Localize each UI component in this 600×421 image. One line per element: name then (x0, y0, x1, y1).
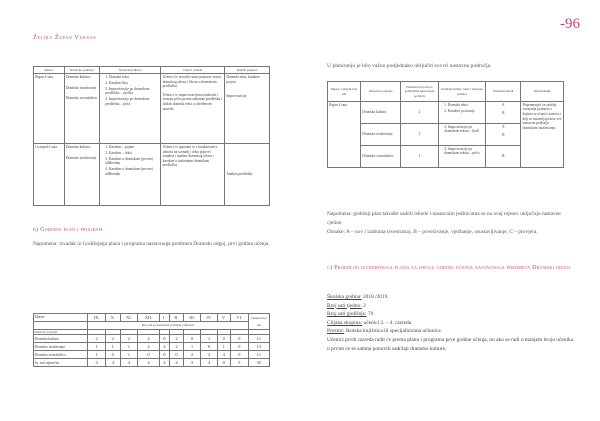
hours-value: 0 (138, 351, 159, 359)
page-number: -96 (560, 16, 580, 32)
yearly-plan-table (327, 81, 564, 168)
detail-line (327, 302, 577, 311)
hours-value: 0 (230, 343, 248, 351)
goals-cell (161, 74, 225, 144)
unit-cell (438, 124, 485, 146)
table-header: Mjesec (34, 67, 65, 74)
table-header: Mjesec i ukupni broj sati (328, 82, 361, 102)
goal-text: Učenici će improvizacijom izražavati i stvarati priču prema zadanom predlošku i slušati dramski tekst u određenom razredu. (162, 92, 223, 111)
hours-value: 2 (120, 335, 138, 343)
note-text: Napomena: godišnji plan također sadrži ishode i nastavnim jedinicama se na ovaj mjesec uključuju nastavne cjeline. (327, 211, 561, 226)
area-header: Nastavno područje (34, 330, 88, 335)
section-c-title: c) Prijedlog izvedbenoga plana za drugu godinu učenja nastavnoga predmeta Dramski odgoj (327, 265, 571, 271)
intro-text: U planiranju je bilo važno podjednako uključiti sva tri nastavna područja. (327, 63, 492, 69)
outcome-label: B (502, 111, 505, 116)
area-label: Dramska kultura (65, 74, 90, 79)
month-header: VI. (230, 314, 248, 322)
hours-value: 2 (183, 351, 200, 359)
detail-value: učenici 2. – 4. razreda (363, 319, 412, 326)
unit-cell (438, 102, 485, 124)
hours-value: 2 (170, 343, 184, 351)
plan-details (327, 293, 577, 353)
table-row (34, 335, 270, 343)
month-header: IV. (201, 314, 218, 322)
area-cell: Dramska kultura (361, 102, 401, 124)
hours-value: 0 (159, 351, 169, 359)
hours-value: 1 (183, 343, 200, 351)
list-item: 2. Karakter lika (105, 80, 128, 85)
detail-value: 2018./2019. (362, 294, 389, 300)
list-item: 4. Improvizacije po dramskom predlošku – priča (105, 96, 150, 106)
detail-line (327, 310, 577, 319)
list-item: 3. Improvizacije po dramskom predlošku – riječka (105, 86, 150, 96)
hours-value: 0 (106, 351, 120, 359)
detail-label: Ciljana skupina: (327, 319, 363, 326)
goal-text: Učenici će izvoditi razne pojmove teatra dramskog teksta i likova u dramskom predlošku. (162, 74, 221, 89)
row-label: Dramsko izražavanje (34, 343, 88, 351)
author-name: Željka Župan Vukšan (33, 34, 97, 41)
outcome-cell (486, 146, 521, 168)
hours-value: 4 (120, 359, 138, 367)
hours-cell: 1 (401, 146, 439, 168)
month-header: IX. (88, 314, 106, 322)
month-header: X. (106, 314, 120, 322)
section-b-text: Napomena: izvadak iz Godišnjega plana i programa nastavnoga predmeta Dramski odgoj, prvi godina učenja. (33, 241, 270, 247)
hours-value: 5 (230, 359, 248, 367)
hours-value: 1 (120, 343, 138, 351)
table-header: Nastavna jedinica (100, 67, 161, 74)
month-header: XI. (120, 314, 138, 322)
row-label: Dramsko stvaralaštvo (34, 351, 88, 359)
total-header: Ukupan broj sati (248, 314, 269, 330)
detail-value: školska knjižnica ili specijalizirana učionica (345, 328, 441, 335)
hours-value: 0 (159, 335, 169, 343)
total-value: 35 (248, 359, 269, 367)
area-label: Dramsko stvaralaštvo (65, 96, 98, 101)
detail-value: 70 (367, 311, 374, 318)
detail-label: Školska godina: (327, 294, 362, 300)
concepts-cell (225, 74, 270, 144)
detail-line (327, 327, 577, 336)
outcome-cell (486, 102, 521, 124)
list-item: 2. Karakter poticanja (444, 108, 475, 113)
concept-text: Dramski tekst, karakter pojava (226, 74, 260, 84)
hours-value: 1 (106, 343, 120, 351)
section-b-title: b) Godišnji plan i program (33, 227, 103, 233)
hours-value: 0 (183, 335, 200, 343)
hours-value: 4 (106, 359, 120, 367)
area-label: Dramska kultura (65, 144, 90, 149)
outcome-label: A (501, 102, 505, 107)
table-header-row (34, 314, 270, 322)
hours-value: 2 (138, 343, 159, 351)
table-header-row (328, 82, 564, 102)
table-header: Obrazloženje (521, 82, 564, 102)
table-header: Planirani ishodi (486, 82, 521, 102)
month-header: I. (159, 314, 169, 322)
unit-cell (100, 74, 161, 144)
hours-value: 0 (230, 351, 248, 359)
outcome-label: A (501, 124, 505, 129)
hours-value: 1 (88, 351, 106, 359)
hours-table (33, 313, 270, 367)
hours-value: 2 (106, 335, 120, 343)
hours-value: 2 (159, 343, 169, 351)
area-cell: Dramsko stvaralaštvo (361, 146, 401, 168)
concept-text: Improvizacija (226, 94, 247, 99)
area-cell (64, 144, 99, 206)
detail-line (327, 319, 577, 328)
unit-cell (438, 146, 485, 168)
table-header: Ciljevi i ishodi (161, 67, 225, 74)
outcome-label: B (502, 133, 505, 138)
list-item: 4. Improvizacije po dramskom tekstu – priča (444, 146, 480, 156)
detail-value: 2 (363, 302, 366, 309)
goals-cell (161, 144, 225, 206)
area-label: Dramsko izražavanje (65, 85, 97, 90)
right-page (300, 0, 600, 421)
month-cell: Rujan 4 sata (34, 74, 65, 144)
month-header: III. (183, 314, 200, 322)
list-item: 1. Dramski tekst (105, 74, 129, 79)
hours-value: 1 (88, 343, 106, 351)
detail-line (327, 293, 577, 302)
hours-value: 0 (217, 359, 230, 367)
month-cell: Listopad 4 sata (34, 144, 65, 206)
detail-label: Prostor: (327, 328, 345, 335)
table-subheader: Broj sati po nastavnom području u mjesecu (88, 322, 249, 330)
table-subheader-row (34, 322, 270, 330)
area-cell (64, 74, 99, 144)
table-row (34, 74, 270, 144)
unit-cell (100, 144, 161, 206)
hours-value: 3 (201, 351, 218, 359)
table-row (34, 343, 270, 351)
table-row (34, 359, 270, 367)
hours-value: 0 (230, 335, 248, 343)
table-header: Nastavno područje (361, 82, 401, 102)
hours-value: 3 (183, 359, 200, 367)
monthly-plan-table (33, 66, 270, 206)
outcome-label: B (502, 154, 505, 159)
month-header: V. (217, 314, 230, 322)
concepts-cell (225, 144, 270, 206)
hours-value: 4 (201, 359, 218, 367)
hours-value: 0 (170, 351, 184, 359)
list-item: 1. Dramski tekst (444, 102, 468, 107)
list-item: 3. Improvizacije po dramskom tekstu – ljudi (444, 124, 479, 134)
area-label: Dramsko izražavanje (65, 155, 97, 160)
total-value: 11 (248, 335, 269, 343)
table-header: Planirani broj sati po područjima nastavnoga područja (401, 82, 439, 102)
row-label: Sv. sati mjesečno (34, 359, 88, 367)
table-header: Nastavno područje (64, 67, 99, 74)
list-item: 1. Karakter – pojam (105, 144, 134, 149)
concept-text: Analiza predloška (226, 172, 253, 177)
hours-value: 0 (217, 335, 230, 343)
hours-cell: 2 (401, 102, 439, 124)
month-cell: Rujan 4 sata (328, 102, 361, 168)
legend-text: Oznake: A – nov i izabrana (svestrana), B – povezivanje, vježbanje, usustavljivanje, C – provjera. (327, 229, 538, 235)
hours-value: 4 (138, 359, 159, 367)
month-header: II. (170, 314, 184, 322)
total-value: 11 (248, 351, 269, 359)
table-row (328, 102, 564, 124)
table-row (34, 351, 270, 359)
hours-value: 4 (170, 359, 184, 367)
detail-label: Broj sati godišnje: (327, 311, 367, 318)
table-row (34, 144, 270, 206)
outcome-cell (486, 124, 521, 146)
hours-value: 1 (120, 351, 138, 359)
hours-table-body (34, 335, 270, 367)
table-header: Ključni pojmovi (225, 67, 270, 74)
hours-value: 2 (138, 335, 159, 343)
table-header-row (34, 67, 270, 74)
list-item: 4. Karakter u dramskom (prvom) udžbeniku (105, 166, 153, 176)
hours-value: 2 (88, 335, 106, 343)
goal-text: Učenici će upoznati se s karakterom u odnosu na scenarij i tekst pojave i sintakse i analizu dramskog teksta i karakter u izabranom dramskom predlošku. (162, 144, 218, 168)
total-value: 13 (248, 343, 269, 351)
hours-value: 4 (88, 359, 106, 367)
list-item: 2. Karakter – tekst (105, 150, 132, 155)
hours-cell: 1 (401, 124, 439, 146)
list-item: 3. Karakter u dramskom (prvom) udžbeniku (105, 156, 153, 166)
hours-value: 0 (201, 343, 218, 351)
table-header: Mjesec (34, 314, 88, 322)
area-cell: Dramsko izražavanje (361, 124, 401, 146)
hours-value: 2 (170, 335, 184, 343)
hours-value: 4 (217, 351, 230, 359)
month-header: XII. (138, 314, 159, 322)
section-c-text: Učenici prvih razreda radit će prema planu i programu prve godine učenja, no ako se radi o manjem broju učenika u prvim će se satima ponoviti sadržaji dramske kulture. (327, 336, 574, 352)
hours-value: 2 (159, 359, 169, 367)
row-label: Dramska kultura (34, 335, 88, 343)
hours-value: 1 (201, 335, 218, 343)
hours-value: 1 (217, 343, 230, 351)
explanation-cell: Pripremajući za sadržaj usvajanja pojmova s kojima se učenici susreću i koji se nastavljaju kroz sve nastavna područja dramskom izražavanju. (521, 102, 564, 168)
table-header: Sadržaji/cjeline i teme i nastavne jedinice (438, 82, 485, 102)
detail-label: Broj sati tjedno: (327, 302, 362, 309)
